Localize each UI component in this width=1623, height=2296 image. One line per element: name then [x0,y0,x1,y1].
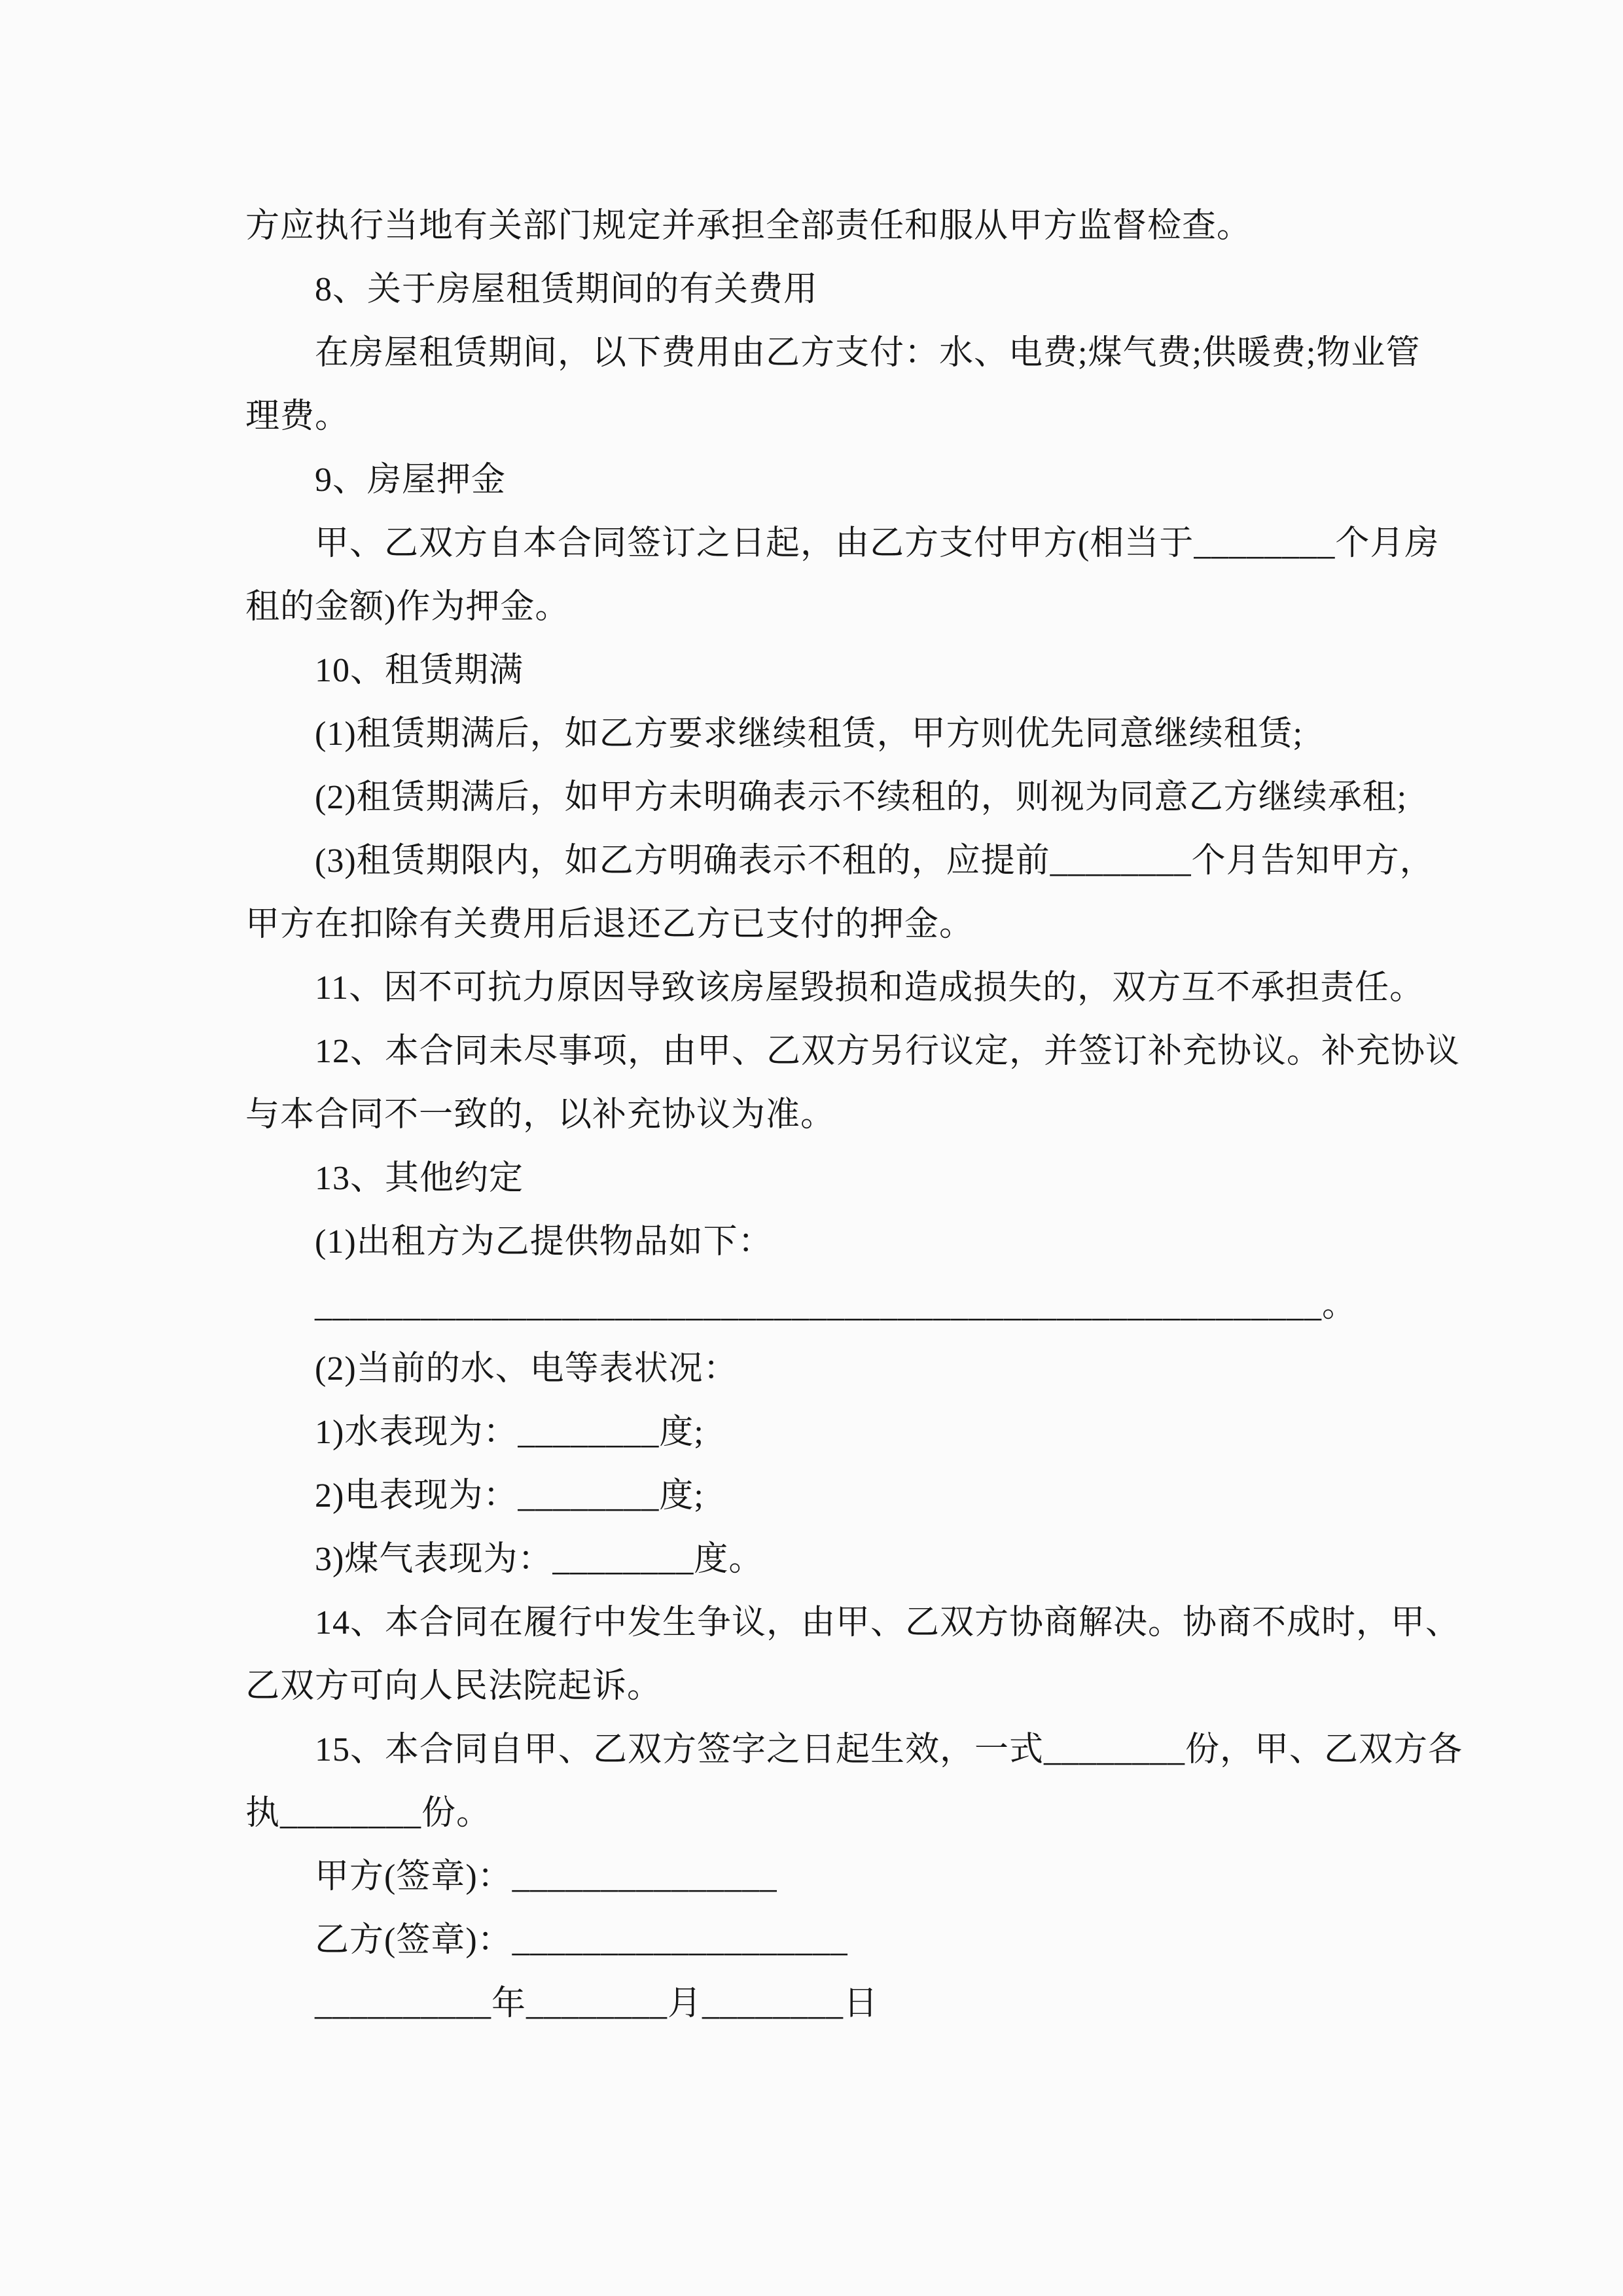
clause-12-continuation: 与本合同不一致的，以补充协议为准。 [245,1096,836,1134]
clause-9-heading: 9、房屋押金 [315,461,507,499]
clause-10-item-3: (3)租赁期限内，如乙方明确表示不租的，应提前________个月告知甲方， [315,842,1435,880]
clause-8-body: 在房屋租赁期间，以下费用由乙方支付：水、电费;煤气费;供暖费;物业管 [315,334,1421,372]
clause-13-item-2: (2)当前的水、电等表状况： [315,1350,738,1388]
clause-13-item-1: (1)出租方为乙提供物品如下： [315,1223,773,1261]
clause-14: 14、本合同在履行中发生争议，由甲、乙双方协商解决。协商不成时，甲、 [315,1604,1461,1641]
clause-12: 12、本合同未尽事项，由甲、乙双方另行议定，并签订补充协议。补充协议 [315,1033,1461,1070]
clause-13-meter-electric: 2)电表现为：________度; [315,1477,704,1515]
party-b-signature-line: 乙方(签章)：___________________ [315,1922,848,1959]
clause-10-item-2: (2)租赁期满后，如甲方未明确表示不续租的，则视为同意乙方继续承租; [315,779,1408,816]
party-a-signature-line: 甲方(签章)：_______________ [315,1858,777,1895]
clause-8-heading: 8、关于房屋租赁期间的有关费用 [315,271,819,308]
clause-9-body-continuation: 租的金额)作为押金。 [245,588,570,626]
clause-7-continuation: 方应执行当地有关部门规定并承担全部责任和服从甲方监督检查。 [245,207,1252,245]
date-line: __________年________月________日 [315,1985,879,2022]
clause-13-meter-gas: 3)煤气表现为：________度。 [315,1541,764,1578]
clause-11: 11、因不可抗力原因导致该房屋毁损和造成损失的，双方互不承担责任。 [315,969,1425,1007]
clause-10-item-1: (1)租赁期满后，如乙方要求继续租赁，甲方则优先同意继续租赁; [315,715,1304,753]
clause-13-item-1-blank-line: _________________________________________________________。 [315,1287,1357,1324]
clause-14-continuation: 乙双方可向人民法院起诉。 [245,1668,662,1705]
clause-15: 15、本合同自甲、乙双方签字之日起生效，一式________份，甲、乙双方各 [315,1731,1463,1768]
clause-9-body: 甲、乙双方自本合同签订之日起，由乙方支付甲方(相当于________个月房 [315,525,1440,562]
clause-10-heading: 10、租赁期满 [315,652,524,689]
clause-8-body-continuation: 理费。 [245,398,350,435]
contract-body [245,194,1463,2036]
clause-10-item-3-continuation: 甲方在扣除有关费用后退还乙方已支付的押金。 [245,906,974,943]
clause-13-heading: 13、其他约定 [315,1160,524,1197]
clause-13-meter-water: 1)水表现为：________度; [315,1414,704,1451]
clause-15-continuation: 执________份。 [245,1795,491,1832]
